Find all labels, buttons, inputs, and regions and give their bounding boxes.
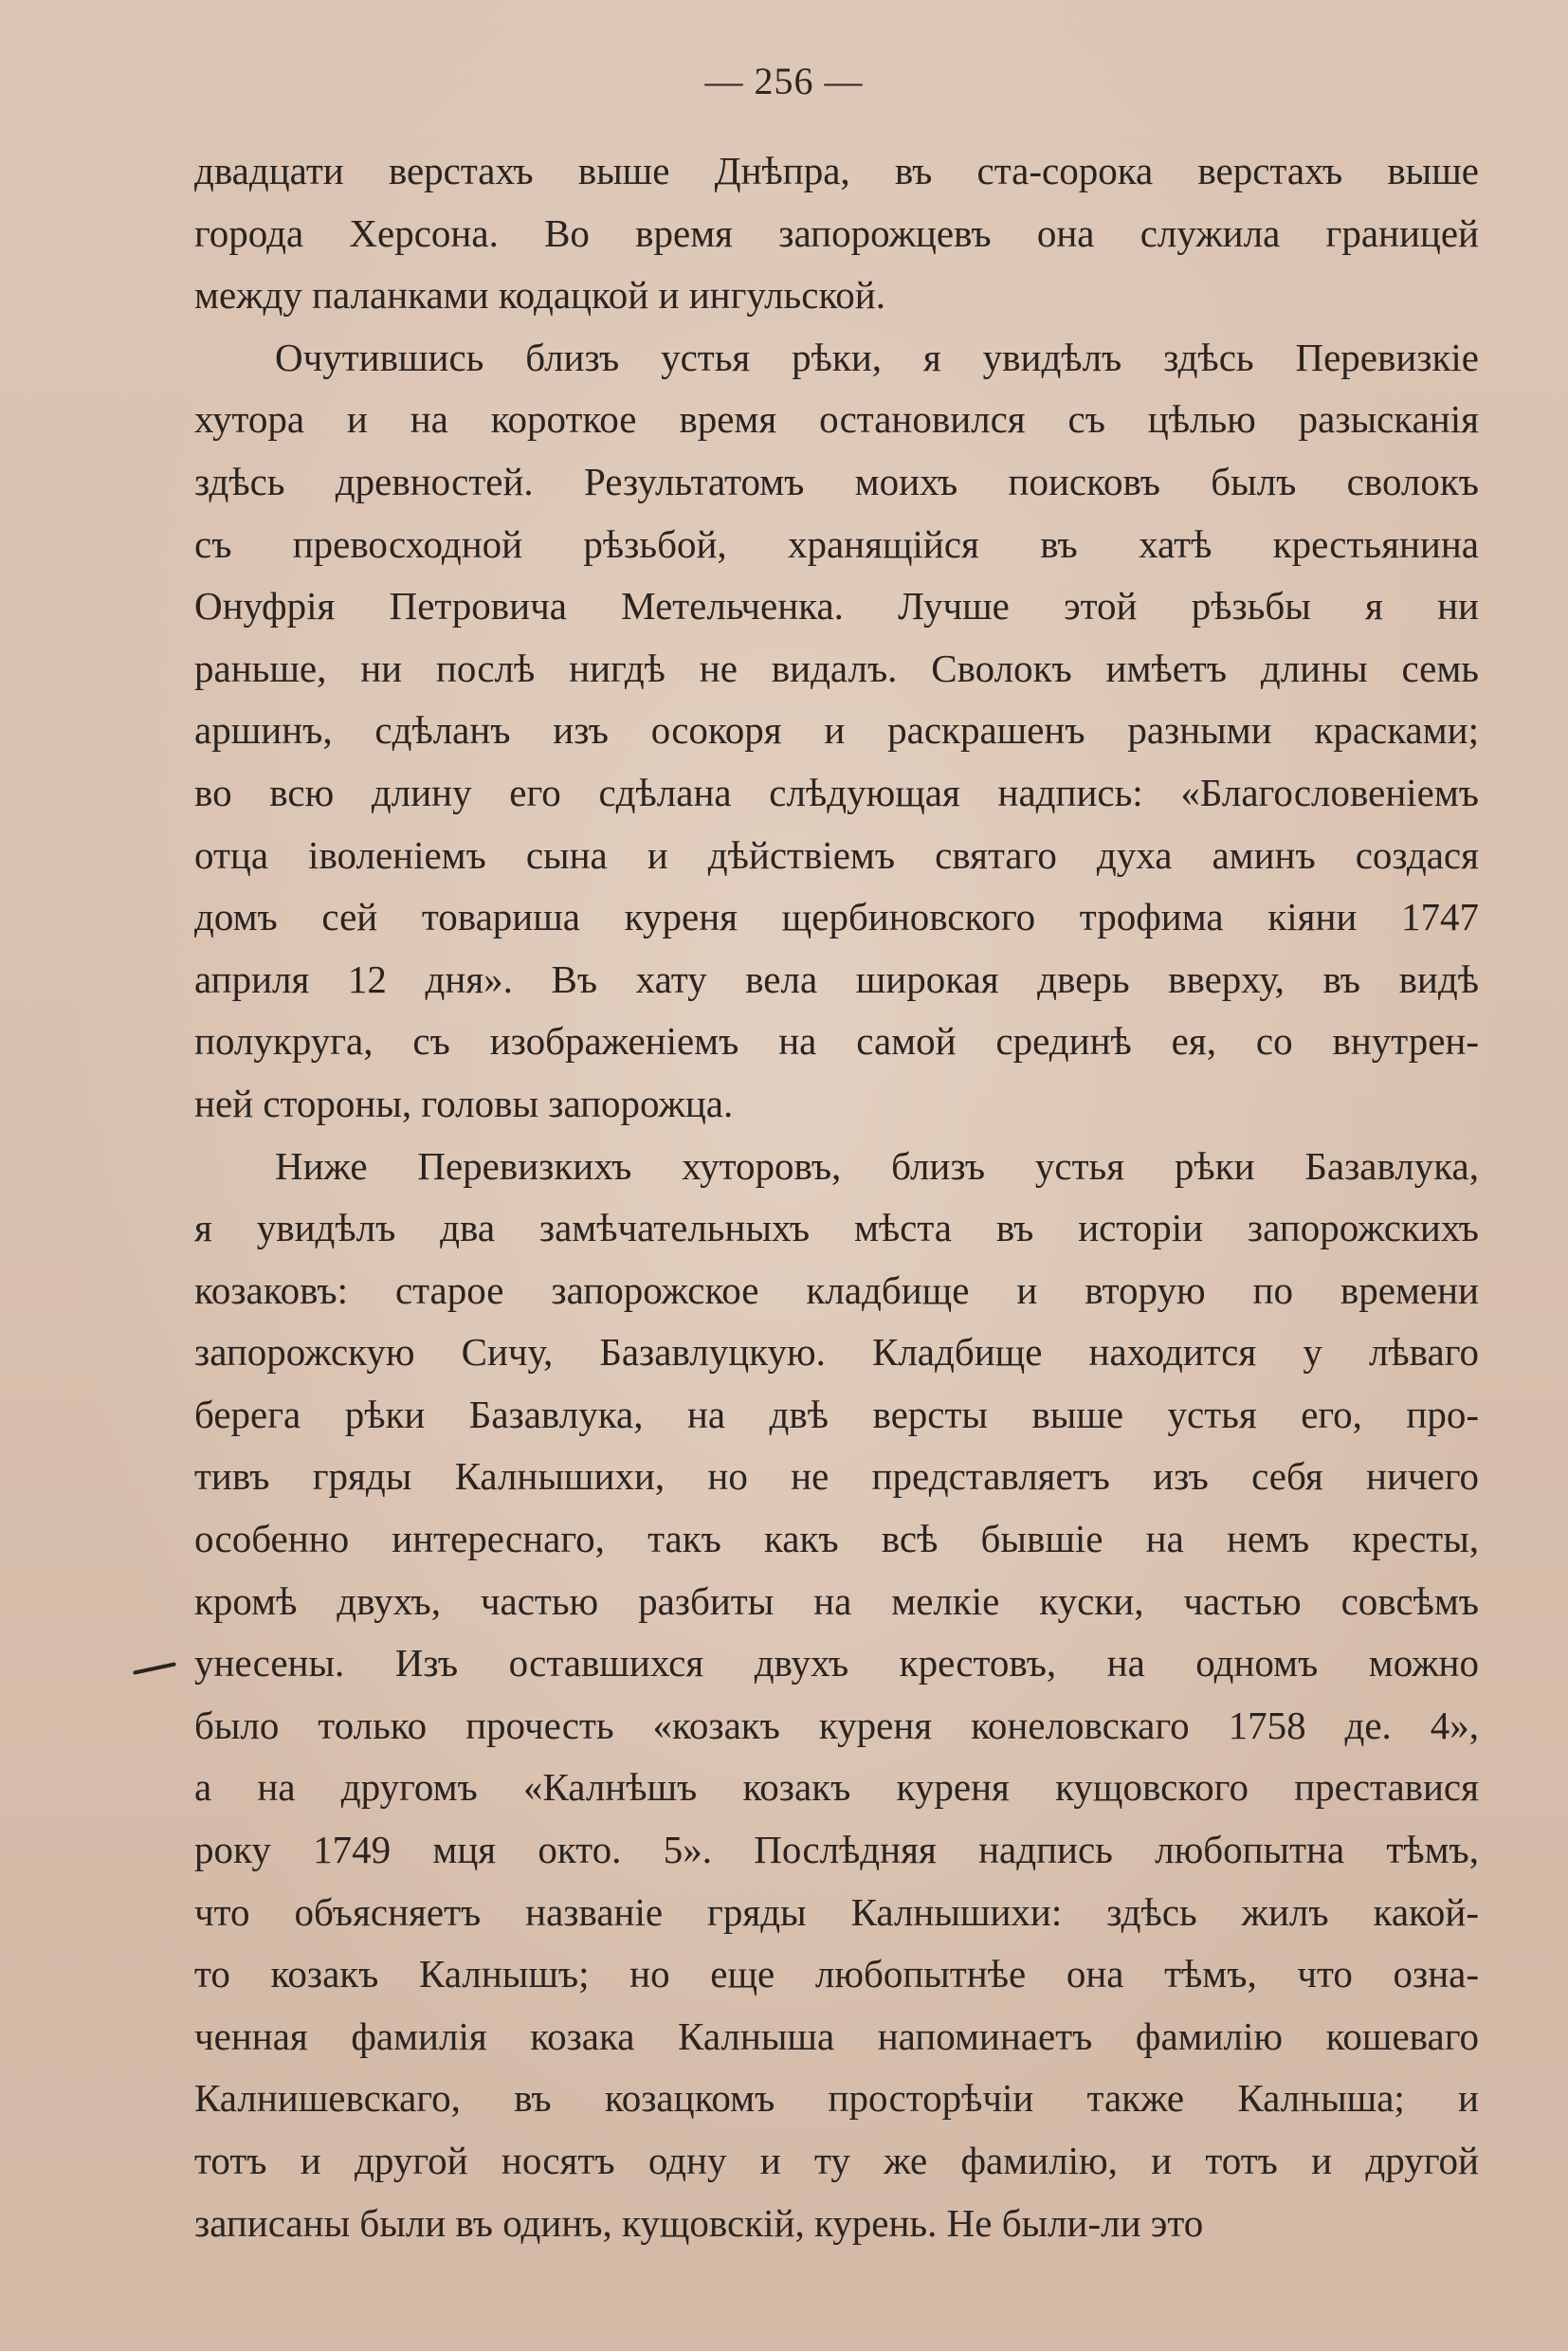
text-line: тивъ гряды Калнышихи, но не представляетъ изъ себя ничего xyxy=(194,1454,1479,1499)
text-line: записаны были въ одинъ, кущовскій, курень. Не были-ли это xyxy=(194,2200,1204,2245)
text-line: съ превосходной рѣзьбой, хранящійся въ хатѣ крестьянина xyxy=(194,521,1479,566)
text-line: особенно интереснаго, такъ какъ всѣ бывшіе на немъ кресты, xyxy=(194,1517,1479,1561)
text-line: унесены. Изъ оставшихся двухъ крестовъ, на одномъ можно xyxy=(194,1641,1479,1686)
paragraph xyxy=(194,1136,1479,2255)
text-line: запорожскую Сичу, Базавлуцкую. Кладбище находится у лѣваго xyxy=(194,1330,1479,1375)
text-line: ченная фамилія козака Калныша напоминаетъ фамилію кошеваго xyxy=(194,2014,1479,2058)
text-line: раньше, ни послѣ нигдѣ не видалъ. Сволокъ имѣетъ длины семь xyxy=(194,646,1479,690)
paragraph xyxy=(194,140,1479,327)
text-line: во всю длину его сдѣлана слѣдующая надпись: «Благословеніемъ xyxy=(194,770,1479,814)
text-line: то козакъ Калнышъ; но еще любопытнѣе она тѣмъ, что озна- xyxy=(194,1952,1479,1996)
text-line: Ниже Перевизкихъ хуторовъ, близъ устья рѣки Базавлука, xyxy=(275,1143,1479,1188)
text-line: двадцати верстахъ выше Днѣпра, въ ста-сорока верстахъ выше xyxy=(194,149,1479,192)
page-number: — 256 — xyxy=(704,60,864,102)
text-line: а на другомъ «Калнѣшъ козакъ куреня кущовского преставися xyxy=(194,1765,1479,1810)
text-line: полукруга, съ изображеніемъ на самой срединѣ ея, со внутрен- xyxy=(194,1019,1479,1064)
text-line: кромѣ двухъ, частью разбиты на мелкіе куски, частью совсѣмъ xyxy=(194,1578,1479,1623)
text-line: отца іволеніемъ сына и дѣйствіемъ святаго духа аминъ создася xyxy=(194,832,1479,877)
text-line: было только прочесть «козакъ куреня конеловскаго 1758 де. 4», xyxy=(194,1703,1479,1747)
text-line: хутора и на короткое время остановился съ цѣлью разысканія xyxy=(194,397,1479,442)
text-line: априля 12 дня». Въ хату вела широкая дверь вверху, въ видѣ xyxy=(194,957,1479,1001)
margin-pencil-mark xyxy=(133,1662,176,1674)
text-line: домъ сей товариша куреня щербиновского трофима кіяни 1747 xyxy=(194,895,1479,939)
text-line: тотъ и другой носятъ одну и ту же фамилію, и тотъ и другой xyxy=(194,2139,1479,2182)
text-line: Калнишевскаго, въ козацкомъ просторѣчіи также Калныша; и xyxy=(194,2076,1479,2121)
text-line: Очутившись близъ устья рѣки, я увидѣлъ здѣсь Перевизкіе xyxy=(275,335,1479,379)
text-line: козаковъ: старое запорожское кладбище и вторую по времени xyxy=(194,1267,1479,1312)
text-line: между паланками кодацкой и ингульской. xyxy=(194,273,885,318)
text-line: року 1749 мця окто. 5». Послѣдняя надпись любопытна тѣмъ, xyxy=(194,1828,1479,1872)
text-line: здѣсь древностей. Результатомъ моихъ поисковъ былъ сволокъ xyxy=(194,459,1479,503)
paragraph xyxy=(194,327,1479,1136)
text-line: аршинъ, сдѣланъ изъ осокоря и раскрашенъ разными красками; xyxy=(194,708,1479,753)
text-line: города Херсона. Во время запорожцевъ она служила границей xyxy=(194,210,1479,255)
text-line: я увидѣлъ два замѣчательныхъ мѣста въ исторіи запорожскихъ xyxy=(194,1206,1479,1250)
body-text xyxy=(194,140,1479,2254)
text-line: что объясняетъ названіе гряды Калнышихи: здѣсь жилъ какой- xyxy=(194,1889,1479,1934)
text-line: берега рѣки Базавлука, на двѣ версты выше устья его, про- xyxy=(194,1392,1479,1436)
text-line: ней стороны, головы запорожца. xyxy=(194,1081,734,1125)
text-line: Онуфрія Петровича Метельченка. Лучше этой рѣзьбы я ни xyxy=(194,584,1479,629)
